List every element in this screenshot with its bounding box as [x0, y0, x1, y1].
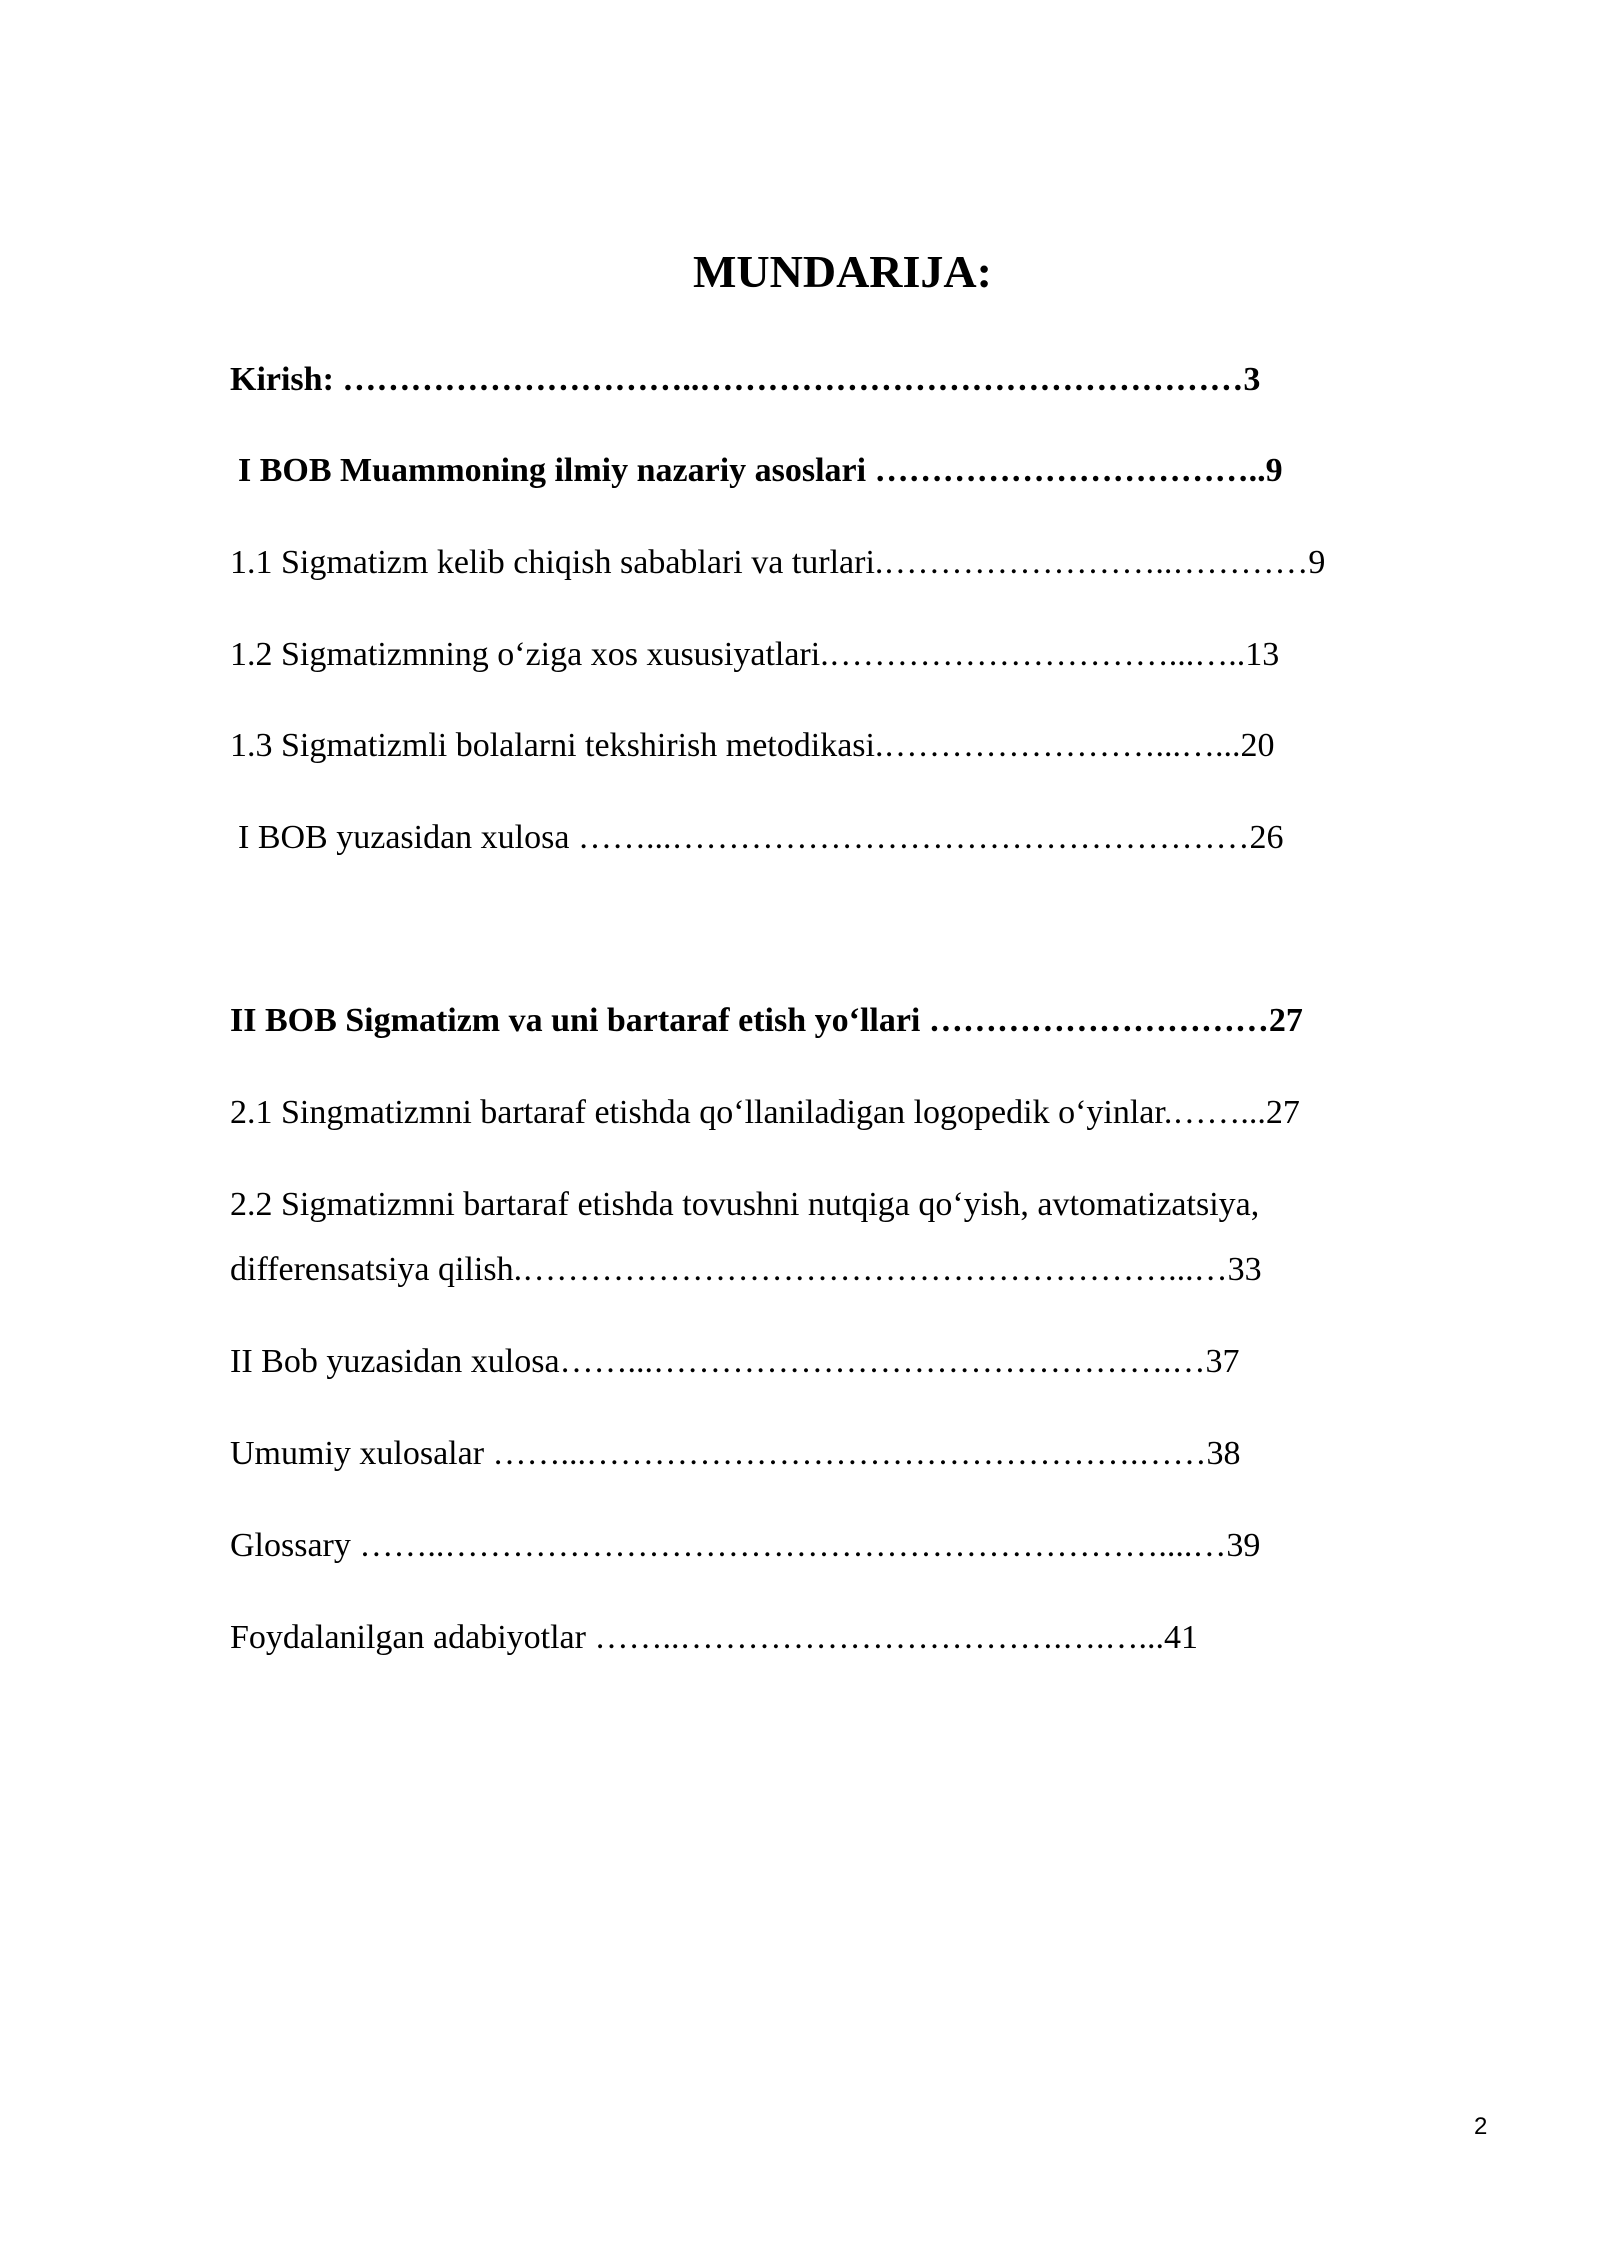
toc-entry-chapter-2: II BOB Sigmatizm va uni bartaraf etish yo‘llari …………………………27	[230, 1002, 1303, 1039]
toc-entry-section-1-2: 1.2 Sigmatizmning o‘ziga xos xususiyatlari.…………………………...…..13	[230, 636, 1280, 673]
toc-entry-glossary: Glossary ……..………………………………………………………....…39	[230, 1527, 1261, 1564]
toc-entry-section-1-3: 1.3 Sigmatizmli bolalarni tekshirish metodikasi.……………………...…...20	[230, 727, 1275, 764]
toc-entry-section-2-2-continued: differensatsiya qilish.…………………………………………………...…33	[230, 1251, 1262, 1288]
toc-entry-section-2-1: 2.1 Singmatizmni bartaraf etishda qo‘llaniladigan logopedik o‘yinlar.……...27	[230, 1094, 1300, 1131]
toc-entry-section-1-1: 1.1 Sigmatizm kelib chiqish sabablari va turlari.……………………..…………9	[230, 544, 1326, 581]
toc-entry-references: Foydalanilgan adabiyotlar ……..…………………………….….…...41	[230, 1619, 1198, 1656]
toc-entry-chapter-1: I BOB Muammoning ilmiy nazariy asoslari ……………………………..9	[238, 452, 1283, 489]
toc-entry-general-conclusions: Umumiy xulosalar ……...………………………………………….……38	[230, 1435, 1241, 1472]
page-number: 2	[1474, 2113, 1488, 2140]
toc-entry-kirish: Kirish: …………………………..…………………………………………3	[230, 361, 1261, 398]
toc-entry-chapter-2-conclusion: II Bob yuzasidan xulosa……...……………………………………….…37	[230, 1343, 1240, 1380]
toc-entry-chapter-1-conclusion: I BOB yuzasidan xulosa ……...……………………………………………26	[238, 819, 1284, 856]
toc-entry-section-2-2: 2.2 Sigmatizmni bartaraf etishda tovushni nutqiga qo‘yish, avtomatizatsiya,	[230, 1186, 1260, 1223]
page-title: MUNDARIJA:	[693, 246, 992, 297]
